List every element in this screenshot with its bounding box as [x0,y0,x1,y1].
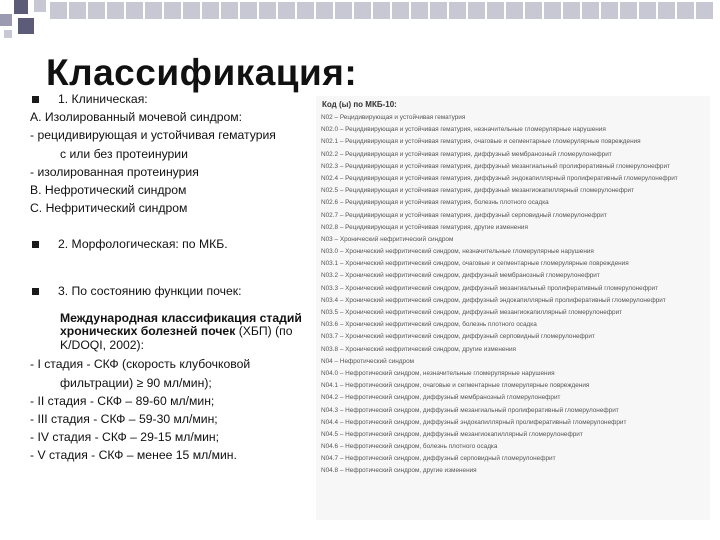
stage-5: - V стадия - СКФ – менее 15 мл/мин. [30,448,237,463]
decorative-square [468,2,485,19]
table-row: N04.8 – Нефротический синдром, другие изменения [321,467,477,475]
bullet-item-kidney-function: 3. По состоянию функции почек: [30,282,322,300]
decorative-square [506,2,523,19]
table-row: N02.1 – Рецидивирующая и устойчивая гематурия, очаговые и сегментарные гломерулярные повреждения [321,138,641,146]
stage-1-line1: - I стадия - СКФ (скорость клубочковой [30,357,251,372]
icd10-code-table [316,96,710,520]
table-row: N04.4 – Нефротический синдром, диффузный эндокапиллярный пролиферативный гломерулонефрит [321,418,627,426]
table-row: N02 – Рецидивирующая и устойчивая гематурия [321,114,466,121]
decorative-square [677,2,694,19]
stage-4: - IV стадия - СКФ – 29-15 мл/мин; [30,430,220,445]
decorative-square [126,2,143,19]
decorative-square [34,0,46,12]
stage-3: - III стадия - СКФ – 59-30 мл/мин; [30,411,218,426]
square-bullet-icon [32,241,39,248]
decorative-square [164,2,181,19]
decorative-square [582,2,599,19]
table-row: N03.7 – Хронический нефритический синдром, диффузный серповидный гломерулонефрит [321,333,595,341]
table-row: N02.2 – Рецидивирующая и устойчивая гематурия, диффузный мембранозный гломерулонефрит [321,150,612,158]
table-row: N02.7 – Рецидивирующая и устойчивая гематурия, диффузный серповидный гломерулонефрит [321,211,607,219]
decorative-square [639,2,656,19]
table-row: N02.6 – Рецидивирующая и устойчивая гематурия, болезнь плотного осадка [321,199,549,207]
decorative-square [4,30,12,38]
decorative-square [107,2,124,19]
text-a: А. Изолированный мочевой синдром: [30,110,243,125]
table-row: N03 – Хронический нефритический синдром [321,235,454,243]
table-row: N03.8 – Хронический нефритический синдром, другие изменения [321,345,516,353]
table-row: N04.2 – Нефротический синдром, диффузный мембранозный гломерулонефрит [321,394,561,402]
table-row: N04.6 – Нефротический синдром, болезнь плотного осадка [321,443,498,451]
decorative-square [411,2,428,19]
table-header: Код (ы) по МКБ-10: [322,100,397,109]
decorative-square [373,2,390,19]
table-rows [321,112,705,478]
decorative-square [544,2,561,19]
decorative-square [620,2,637,19]
table-row: N03.1 – Хронический нефритический синдром, очаговые и сегментарные гломерулярные повреждения [321,260,629,268]
decorative-square [145,2,162,19]
decorative-square [297,2,314,19]
table-row: N03.0 – Хронический нефритический синдром, незначительные гломерулярные нарушения [321,248,594,256]
table-row: N02.4 – Рецидивирующая и устойчивая гематурия, диффузный эндокапиллярный пролиферативный гломерулонефрит [321,174,678,182]
table-row: N03.4 – Хронический нефритический синдром, диффузный эндокапиллярный пролиферативный гломерулонефрит [321,296,666,304]
text-c: С. Нефритический синдром [30,201,188,216]
table-row: N03.6 – Хронический нефритический синдром, болезнь плотного осадка [321,321,537,329]
decorative-square [183,2,200,19]
square-bullet-icon [32,96,39,103]
decorative-square [18,18,34,34]
decorative-square [449,2,466,19]
decorative-square [316,2,333,19]
table-row: N03.5 – Хронический нефритический синдром, диффузный мезангиокапиллярный гломерулонефрит [321,309,623,316]
intl-classification-heading: Международная классификация стадий хронических болезней почек (ХБП) (по K/DOQI, 2002): [60,310,302,352]
stage-1-line2: фильтрации) ≥ 90 мл/мин); [60,375,212,390]
classification-text [30,90,322,465]
text-a2: - изолированная протеинурия [30,164,199,179]
table-row: N04.1 – Нефротический синдром, очаговые и сегментарные гломерулярные повреждения [321,382,590,390]
stage-2: - II стадия - СКФ – 89-60 мл/мин; [30,393,215,408]
table-row: N04.3 – Нефротический синдром, диффузный мезангиальный пролиферативный гломерулонефрит [321,406,619,414]
table-row: N02.5 – Рецидивирующая и устойчивая гематурия, диффузный мезангиокапиллярный гломерулонефрит [321,187,635,195]
square-bullet-icon [32,288,39,295]
table-row: N02.3 – Рецидивирующая и устойчивая гематурия, диффузный мезангиальный пролиферативный гломерулонефрит [321,162,670,170]
decorative-square [696,2,713,19]
decorative-squares [0,0,720,40]
text-a1-line1: - рецидивирующая и устойчивая гематурия [30,128,276,143]
table-row: N04.5 – Нефротический синдром, диффузный мезангиокапиллярный гломерулонефрит [321,430,583,438]
decorative-square [354,2,371,19]
table-row: N04.7 – Нефротический синдром, диффузный серповидный гломерулонефрит [321,455,556,463]
text-a1-line2: с или без протеинурии [60,146,188,161]
decorative-square [392,2,409,19]
table-row: N04.0 – Нефротический синдром, незначительные гломерулярные нарушения [321,369,555,377]
text-b: В. Нефротический синдром [30,183,187,198]
decorative-square [563,2,580,19]
table-row: N03.2 – Хронический нефритический синдром, диффузный мембранозный гломерулонефрит [321,272,600,280]
table-row: N03.3 – Хронический нефритический синдром, диффузный мезангиальный пролиферативный гломерулонефрит [321,284,659,292]
slide-title: Классификация: [46,52,358,93]
decorative-square [601,2,618,19]
table-row: N04 – Нефротический синдром [321,357,415,365]
decorative-square [487,2,504,19]
decorative-square [278,2,295,19]
table-row: N02.0 – Рецидивирующая и устойчивая гематурия, незначительные гломерулярные нарушения [321,126,606,134]
decorative-square [240,2,257,19]
bullet-item-morphological: 2. Морфологическая: по МКБ. [30,235,322,253]
decorative-square [69,2,86,19]
decorative-square [50,2,67,19]
decorative-square [525,2,542,19]
decorative-square [202,2,219,19]
decorative-square [430,2,447,19]
table-row: N02.8 – Рецидивирующая и устойчивая гематурия, другие изменения [321,223,528,231]
decorative-square [14,0,28,14]
decorative-square [0,14,12,26]
decorative-square [658,2,675,19]
decorative-square [335,2,352,19]
bullet-item-clinical: 1. Клиническая: [30,90,322,108]
decorative-square [88,2,105,19]
decorative-square [221,2,238,19]
decorative-square [259,2,276,19]
